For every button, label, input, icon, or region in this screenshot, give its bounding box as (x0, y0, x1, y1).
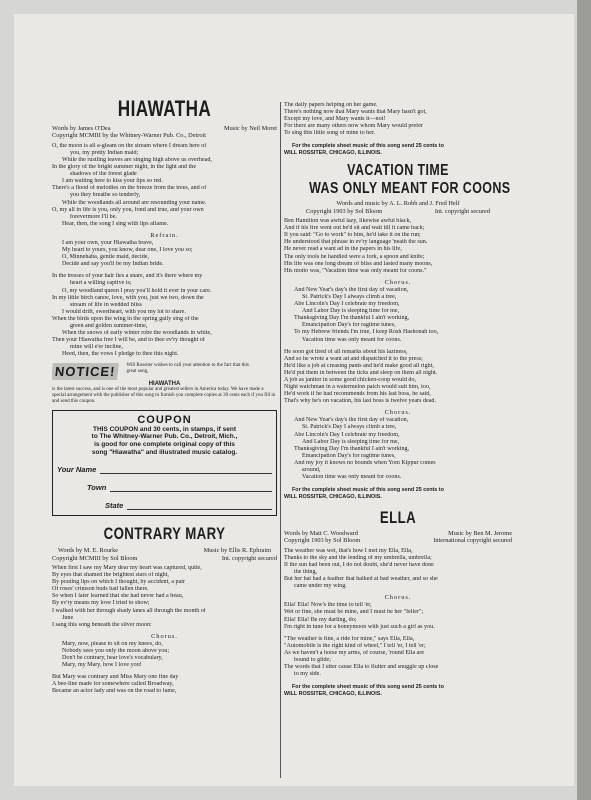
hiawatha-copyright: Copyright MCMIII by the Whitney-Warner Pub. Co., Detroit (52, 132, 206, 140)
vacation-chorus-1: And New Year's day's the first day of vacation, St. Patrick's Day I always climb a tree, Abe Lincoln's Day I celebrate my freedom, And Labor Day is sleeping time for me, Thanksgiving Day I'm thankful I ain't working, Emancipation Day's for ragtime tunes, To my Hebrew friends I'm true, I keep Rosh Hashonah too, Vacation time was only meant for coons. (294, 286, 439, 343)
vacation-verse-1: Ben Hamilton was awful lazy, likewise awful black, And if his fire went out he'd sit and wait till it came back; If you said: "Go to work" to him, he'd take it on the run; He understood that phrase in ev'ry language 'neath the sun. He never read a want ad in the papers in his life, The only tools he handled were a fork, a spoon and knife; His life was one long dream of bliss and lasted many moons, His motto was, "Vacation time was only meant for coons." (284, 218, 433, 274)
coupon-title: COUPON (137, 413, 192, 426)
hiawatha-verse-2: In the tresses of your hair lies a snare, and it's there where my heart a willing captive is; O, my woodland queen I pray you'll hold it ever in your care. In my little birch canoe, love, with you, just we two, down the stream of life in wedded bliss I would drift, sweetheart, with you my lot to share. When the birds upon the wing in the spring gaily sing of the green and golden summer-time, When the snows of early winter robe the woodlands in white, Then your Hiawatha free I will be, and to thee ev'ry thought of mine will e'er incline, Heed, then, the vows I pledge to thee this night. (52, 273, 212, 358)
contrary-verse-2: But Mary was contrary and Miss Mary one fine day A bee-line made for somewhere called Broadway, Became an actor lady and was on the road to fame, (52, 674, 179, 695)
ella-verse-1: The weather was wet, that's how I met my Ella, Ella, Thanks to the sky and the lending of my umbrella, umbrella; If the sun had been out, I do not doubt, she'd never have done the thing, But her hat had a feather that balked at bad weather, and so she came under my wing. (284, 547, 438, 590)
contrary-mary-title: CONTRARY MARY (103, 524, 226, 544)
vacation-footnote: For the complete sheet music of this song send 25 cents to WILL ROSSITER, CHICAGO, ILLINOIS. (284, 487, 444, 500)
coupon-box: COUPON THIS COUPON and 30 cents, in stamps, if sent to The Whitney-Warner Pub. Co., Detroit, Mich., is good for one complete original copy of this song "Hiawatha" and illustrated music catalog. Your Name Town State (52, 410, 277, 516)
right-column: The daily papers helping on her game. There's nothing now that Mary wants that Mary hasn't got, Except my love, and Mary wants it—not! For there are many others now whom Mary would prefer To sing this little song of mine to her. For the complete sheet music of this song send 25 cents to WILL ROSSITER, CHICAGO, ILLINOIS. VACATION TIME WAS ONLY MEANT FOR COONS Words and music by A. L. Robb and J. Fred Helf Copyright 1903 by Sol Bloom Int. copyright secured Ben Hamilton was awful lazy, likewise awful black, And if his fire went out he'd sit and wait till it came back; If you said: "Go to work" to him, he'd take it on the run; He understood that phrase in ev'ry language 'neath the sun. He never read a want ad in the papers in his life, The only tools he handled were a fork, a spoon and knife; His life was one long dream of bliss and lasted many moons, His motto was, "Vacation time was only meant for coons." Chorus. And New Year's day's the first day of vacation, St. Patrick's Day I always climb a tree, Abe Lincoln's Day I celebrate my freedom, And Labor Day is sleeping time for me, Thanksgiving Day I'm thankful I ain't working, Emancipation Day's for ragtime tunes, To my Hebrew friends I'm true, I keep Rosh Hashonah too, Vacation time was only meant for coons. He soon got tired of all remarks about his laziness, And so he wrote a want ad and dispatched it to the press; He'd like a job at creasing pants and he'd make good all right, He'd put them in between the ticks and sleep on them all night. A job as janitor in some good chicken-coop would do, Night watchman in a watermelon patch would suit him, too, He'd work if he had recommends from his last boss, he said, That's why he's on vacation, his last boss is twelve years dead. Chorus. And New Year's day's the first day of vacation, St. Patrick's Day I always climb a tree, Abe Lincoln's Day I celebrate my freedom, And Labor Day is sleeping time for me, Thanksgiving Day I'm thankful I ain't working, Emancipation Day's for ragtime tunes, And my joy it knows no bounds when Yom Kippur comes around, Vacation time was only meant for coons. For the complete sheet music of this song send 25 cents to WILL ROSSITER, CHICAGO, ILLINOIS. ELLA Words by Matt C. Woodward Music by Ben M. Jerome Copyright 1903 by Sol Bloom International copyright secured The weather was wet, that's how I met my Ella, Ella, Thanks to the sky and the lending of my umbrella, umbrella; If the sun had been out, I do not doubt, she'd never have done the thing, But her hat had a feather that balked at bad weather, and so she came under my wing. Chorus. Ella! Ella! Now's the time to tell 'er, Wet or fine, she must be mine, and I must be her "feller"; Ella! Ella! Be my darling, do; I'm right in tune for a honeymoon with just such a girl as you. "The weather is fine, a ride for mine," says Ella, Ella, "Automobile is the right kind of wheel," I tell 'er, I tell 'er; As we haven't a horse my arms, of course, 'round Ella are bound to glide; The words that I utter cause Ella to flutter and snuggle up close to my side. For the complete sheet music of this song send 25 cents to WILL ROSSITER, CHICAGO, ILLINOIS. (284, 102, 512, 697)
coupon-name-field[interactable]: Your Name (57, 465, 272, 474)
hiawatha-credits (52, 125, 277, 132)
notice-block (52, 363, 277, 404)
ella-chorus: Ella! Ella! Now's the time to tell 'er, Wet or fine, she must be mine, and I must be her "feller"; Ella! Ella! Be my darling, do; I'm right in tune for a honeymoon with just such a girl as you. (284, 602, 435, 630)
notice-body: is the latest success, and is one of the most popular and greatest sellers in America today. We have made a special arrangement with the publisher of this song to furnish you complete copies at 30 cents each if you fill in and send this coupon. (52, 387, 276, 405)
vacation-title-2: WAS ONLY MEANT FOR COONS (309, 180, 511, 198)
contrary-footnote: For the complete sheet music of this song send 25 cents to WILL ROSSITER, CHICAGO, ILLINOIS. (284, 143, 444, 156)
vacation-title-1: VACATION TIME (347, 162, 449, 180)
column-divider (280, 102, 281, 778)
vacation-verse-2: He soon got tired of all remarks about his laziness, And so he wrote a want ad and dispatched it to the press; He'd like a job at creasing pants and he'd make good all right, He'd put them in between the ticks and sleep on them all night. A job as janitor in some good chicken-coop would do, Night watchman in a watermelon patch would suit him, too, He'd work if he had recommends from his last boss, he said, That's why he's on vacation, his last boss is twelve years dead. (284, 348, 438, 405)
contrary-verse-1: When first I saw my Mary dear my heart was captured, quite, By eyes that shamed the brightest stars of night, By pouting lips on which I thought, by accident, a pair Of roses' crimson buds had fallen there. So when I later learned that she had never had a beau, By ev'ry means my love I tried to show; I walked with her through shady lanes all through the month of June I sang this song beneath the silver moon: (52, 565, 206, 628)
hiawatha-refrain-heading: Refrain. (150, 231, 179, 239)
vacation-chorus-2: And New Year's day's the first day of vacation, St. Patrick's Day I always climb a tree, Abe Lincoln's Day I celebrate my freedom, And Labor Day is sleeping time for me, Thanksgiving Day I'm thankful I ain't working, Emancipation Day's for ragtime tunes, And my joy it knows no bounds when Yom Kippur comes around, Vacation time was only meant for coons. (294, 417, 436, 481)
notice-heading: NOTICE! (52, 363, 119, 380)
song-sheet-page (14, 14, 574, 786)
ella-footnote: For the complete sheet music of this song send 25 cents to WILL ROSSITER, CHICAGO, ILLINOIS. (284, 684, 444, 697)
notice-intro: Will Rossiter wishes to call your attention to the fact that this great song, (126, 363, 249, 375)
page-edge-shadow (577, 0, 591, 800)
contrary-chorus: Mary, now, please to sit on my knees, do, Nobody sees you only the moon above you; Don't be contrary, hear love's vocabulary, Mary, my Mary, how I love you! (62, 640, 170, 669)
hiawatha-verse-1: O, the moon is all a-gleam on the stream where I dream here of you, my pretty Indian maid; While the rustling leaves are singing high above us overhead, In the glory of the bright summer night, in the light and the shadows of the forest glade I am waiting here to kiss your lips so red. There's a flood of melodies on the breeze from the trees, and of you they breathe so tenderly, While the woodlands all around are resounding your name. O, my all in life is you, only you, fond and true, and your own forevermore I'll be. Hear, then, the song I sing with lips aflame. (52, 142, 212, 227)
hiawatha-music: Music by Neil Moret (224, 125, 277, 132)
coupon-town-field[interactable]: Town (57, 483, 272, 492)
left-column: HIAWATHA Words by James O'Dea Music by Neil Moret Copyright MCMIII by the Whitney-Warner Pub. Co., Detroit O, the moon is all a-gleam on the stream where I dream here of you, my pretty Indian maid; While the rustling leaves are singing high above us overhead, In the glory of the bright summer night, in the light and the shadows of the forest glade I am waiting here to kiss your lips so red. There's a flood of melodies on the breeze from the trees, and of you they breathe so tenderly, While the woodlands all around are resounding your name. O, my all in life is you, only you, fond and true, and your own forevermore I'll be. Hear, then, the song I sing with lips aflame. Refrain. I am your own, your Hiawatha brave, My heart to yours, you know, dear one, I love you so; O, Minnehaha, gentle maid, decide, Decide and say you'll be my Indian bride. In the tresses of your hair lies a snare, and it's there where my heart a willing captive is; O, my woodland queen I pray you'll hold it ever in your care. In my little birch canoe, love, with you, just we two, down the stream of life in wedded bliss I would drift, sweetheart, with you my lot to share. When the birds upon the wing in the spring gaily sing of the green and golden summer-time, When the snows of early winter robe the woodlands in white, Then your Hiawatha free I will be, and to thee ev'ry thought of mine will e'er incline, Heed, then, the vows I pledge to thee this night. NOTICE! Will Rossiter wishes to call your attention to the fact that this great song, HIAWATHA is the latest success, and is one of the most popular and greatest sellers in America today. We have made a special arrangement with the publisher of this song to furnish you complete copies at 30 cents each if you fill in and send this coupon. COUPON THIS COUPON and 30 cents, in stamps, if sent to The Whitney-Warner Pub. Co., Detroit, Mich., is good for one complete original copy of this song "Hiawatha" and illustrated music catalog. Your Name Town State CONTRARY MARY Words by M. E. Rourke Music by Ellis R. Ephraim Copyright MCMIII by Sol Bloom Int. copyright secured When first I saw my Mary dear my heart was captured, quite, By eyes that shamed the brightest stars of night, By pouting lips on which I thought, by accident, a pair Of roses' crimson buds had fallen there. So when I later learned that she had never had a beau, By ev'ry means my love I tried to show; I walked with her through shady lanes all through the month of June I sang this song beneath the silver moon: Chorus. Mary, now, please to sit on my knees, do, Nobody sees you only the moon above you; Don't be contrary, hear love's vocabulary, Mary, my Mary, how I love you! But Mary was contrary and Miss Mary one fine day A bee-line made for somewhere called Broadway, Became an actor lady and was on the road to fame, (52, 96, 277, 695)
contrary-continued: The daily papers helping on her game. There's nothing now that Mary wants that Mary hasn't got, Except my love, and Mary wants it—not! For there are many others now whom Mary would prefer To sing this little song of mine to her. (284, 102, 427, 137)
notice-song: HIAWATHA (148, 381, 181, 388)
ella-title: ELLA (379, 508, 417, 527)
coupon-state-field[interactable]: State (57, 501, 272, 510)
ella-verse-2: "The weather is fine, a ride for mine," says Ella, Ella, "Automobile is the right kind of wheel," I tell 'er, I tell 'er; As we haven't a horse my arms, of course, 'round Ella are bound to glide; The words that I utter cause Ella to flutter and snuggle up close to my side. (284, 635, 439, 678)
hiawatha-title: HIAWATHA (117, 96, 212, 121)
hiawatha-words: Words by James O'Dea (52, 125, 111, 132)
hiawatha-refrain: I am your own, your Hiawatha brave, My heart to yours, you know, dear one, I love you so; O, Minnehaha, gentle maid, decide, Decide and say you'll be my Indian bride. (62, 239, 193, 268)
